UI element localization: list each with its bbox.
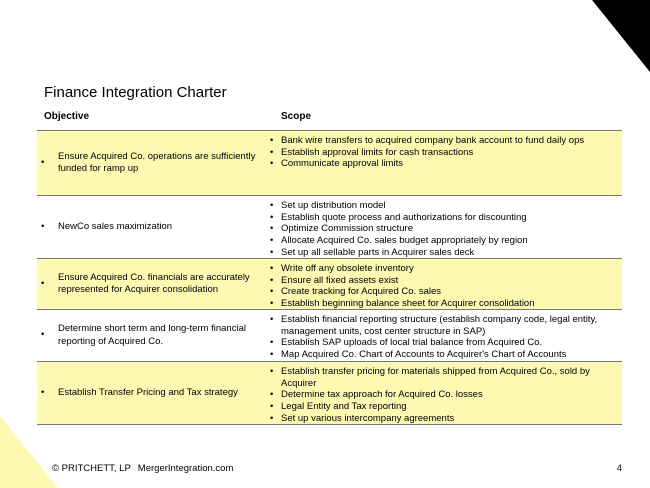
scope-item	[270, 200, 618, 212]
scope-item-text: Establish transfer pricing for materials shipped from Acquired Co., sold by Acquirer	[281, 366, 590, 389]
bullet: •	[270, 298, 274, 310]
objective-cell	[37, 362, 267, 424]
bullet: •	[270, 223, 274, 235]
bullet: •	[270, 135, 274, 146]
objective-cell	[37, 131, 267, 195]
bullet: •	[270, 337, 274, 349]
scope-item	[270, 223, 618, 235]
scope-item	[270, 275, 618, 287]
objective-cell	[37, 196, 267, 258]
scope-item	[270, 135, 618, 147]
scope-item-text: Bank wire transfers to acquired company bank account to fund daily ops	[281, 135, 585, 146]
scope-item-text: Establish beginning balance sheet for Acquirer consolidation	[281, 298, 535, 310]
bullet: •	[270, 158, 274, 170]
table-row	[37, 195, 622, 258]
scope-item-text: Establish approval limits for cash transactions	[281, 146, 474, 158]
bullet: •	[41, 386, 45, 398]
scope-item-text: Establish financial reporting structure (establish company code, legal entity, management units, cost center structure in SAP)	[281, 314, 598, 337]
bullet: •	[270, 286, 274, 298]
scope-item-text: Set up various intercompany agreements	[281, 412, 455, 424]
scope-cell	[267, 259, 622, 309]
page-number: 4	[616, 463, 622, 474]
scope-item-text: Write off any obsolete inventory	[281, 263, 414, 274]
scope-item-text: Allocate Acquired Co. sales budget appropriately by region	[281, 235, 528, 247]
table-row	[37, 309, 622, 361]
bullet: •	[270, 412, 274, 424]
scope-item	[270, 298, 618, 310]
scope-item-text: Set up all sellable parts in Acquirer sales deck	[281, 246, 475, 258]
scope-item-text: Establish SAP uploads of local trial balance from Acquired Co.	[281, 337, 543, 349]
bullet: •	[270, 389, 274, 401]
objective-cell	[37, 310, 267, 361]
bullet: •	[41, 220, 45, 232]
objective-text: NewCo sales maximization	[58, 220, 173, 232]
scope-item	[270, 247, 618, 259]
scope-cell	[267, 196, 622, 258]
corner-decoration-top-right	[592, 0, 650, 72]
scope-item	[270, 158, 618, 170]
scope-item	[270, 349, 618, 361]
bullet: •	[270, 235, 274, 247]
scope-cell	[267, 310, 622, 361]
page-title: Finance Integration Charter	[44, 84, 227, 101]
copyright-text: © PRITCHETT, LP	[52, 463, 131, 474]
scope-item	[270, 147, 618, 159]
scope-item-text: Legal Entity and Tax reporting	[281, 401, 407, 413]
table-row	[37, 258, 622, 309]
scope-item-text: Optimize Commission structure	[281, 223, 413, 235]
bullet: •	[270, 200, 274, 211]
objective-text: Ensure Acquired Co. operations are sufficiently funded for ramp up	[58, 150, 256, 174]
bullet: •	[41, 277, 45, 289]
scope-item-text: Map Acquired Co. Chart of Accounts to Acquirer's Chart of Accounts	[281, 349, 567, 361]
objective-text: Establish Transfer Pricing and Tax strategy	[58, 386, 238, 398]
scope-item-text: Communicate approval limits	[281, 158, 403, 170]
scope-item	[270, 235, 618, 247]
bullet: •	[270, 263, 274, 274]
scope-cell	[267, 362, 622, 424]
website-link[interactable]: MergerIntegration.com	[137, 463, 234, 474]
objective-column-header: Objective	[44, 111, 90, 122]
scope-item-text: Set up distribution model	[281, 200, 386, 211]
scope-item	[270, 286, 618, 298]
bullet: •	[270, 314, 274, 325]
table-row	[37, 130, 622, 195]
bullet: •	[270, 349, 274, 361]
bullet: •	[270, 274, 274, 286]
objective-text: Determine short term and long-term financial reporting of Acquired Co.	[58, 323, 246, 347]
scope-item	[270, 366, 618, 389]
scope-item-text: Establish quote process and authorizations for discounting	[281, 211, 527, 223]
scope-column-header: Scope	[281, 111, 312, 122]
scope-item	[270, 314, 618, 337]
corner-decoration-bottom-left	[0, 416, 58, 488]
scope-item-text: Create tracking for Acquired Co. sales	[281, 286, 441, 298]
scope-item	[270, 401, 618, 413]
objective-text: Ensure Acquired Co. financials are accurately represented for Acquirer consolidation	[58, 271, 250, 295]
scope-item	[270, 263, 618, 275]
scope-cell	[267, 131, 622, 195]
scope-item	[270, 413, 618, 425]
bullet: •	[270, 146, 274, 158]
objective-cell	[37, 259, 267, 309]
bullet: •	[270, 401, 274, 413]
scope-item	[270, 337, 618, 349]
bullet: •	[270, 246, 274, 258]
scope-item-text: Ensure all fixed assets exist	[281, 274, 399, 286]
scope-item	[270, 389, 618, 401]
footer	[52, 463, 233, 474]
bullet: •	[41, 156, 45, 168]
bullet: •	[41, 329, 45, 341]
scope-item	[270, 212, 618, 224]
scope-item-text: Determine tax approach for Acquired Co. losses	[281, 389, 483, 401]
bullet: •	[270, 366, 274, 377]
bullet: •	[270, 211, 274, 223]
table-row	[37, 361, 622, 425]
charter-table	[37, 130, 622, 425]
